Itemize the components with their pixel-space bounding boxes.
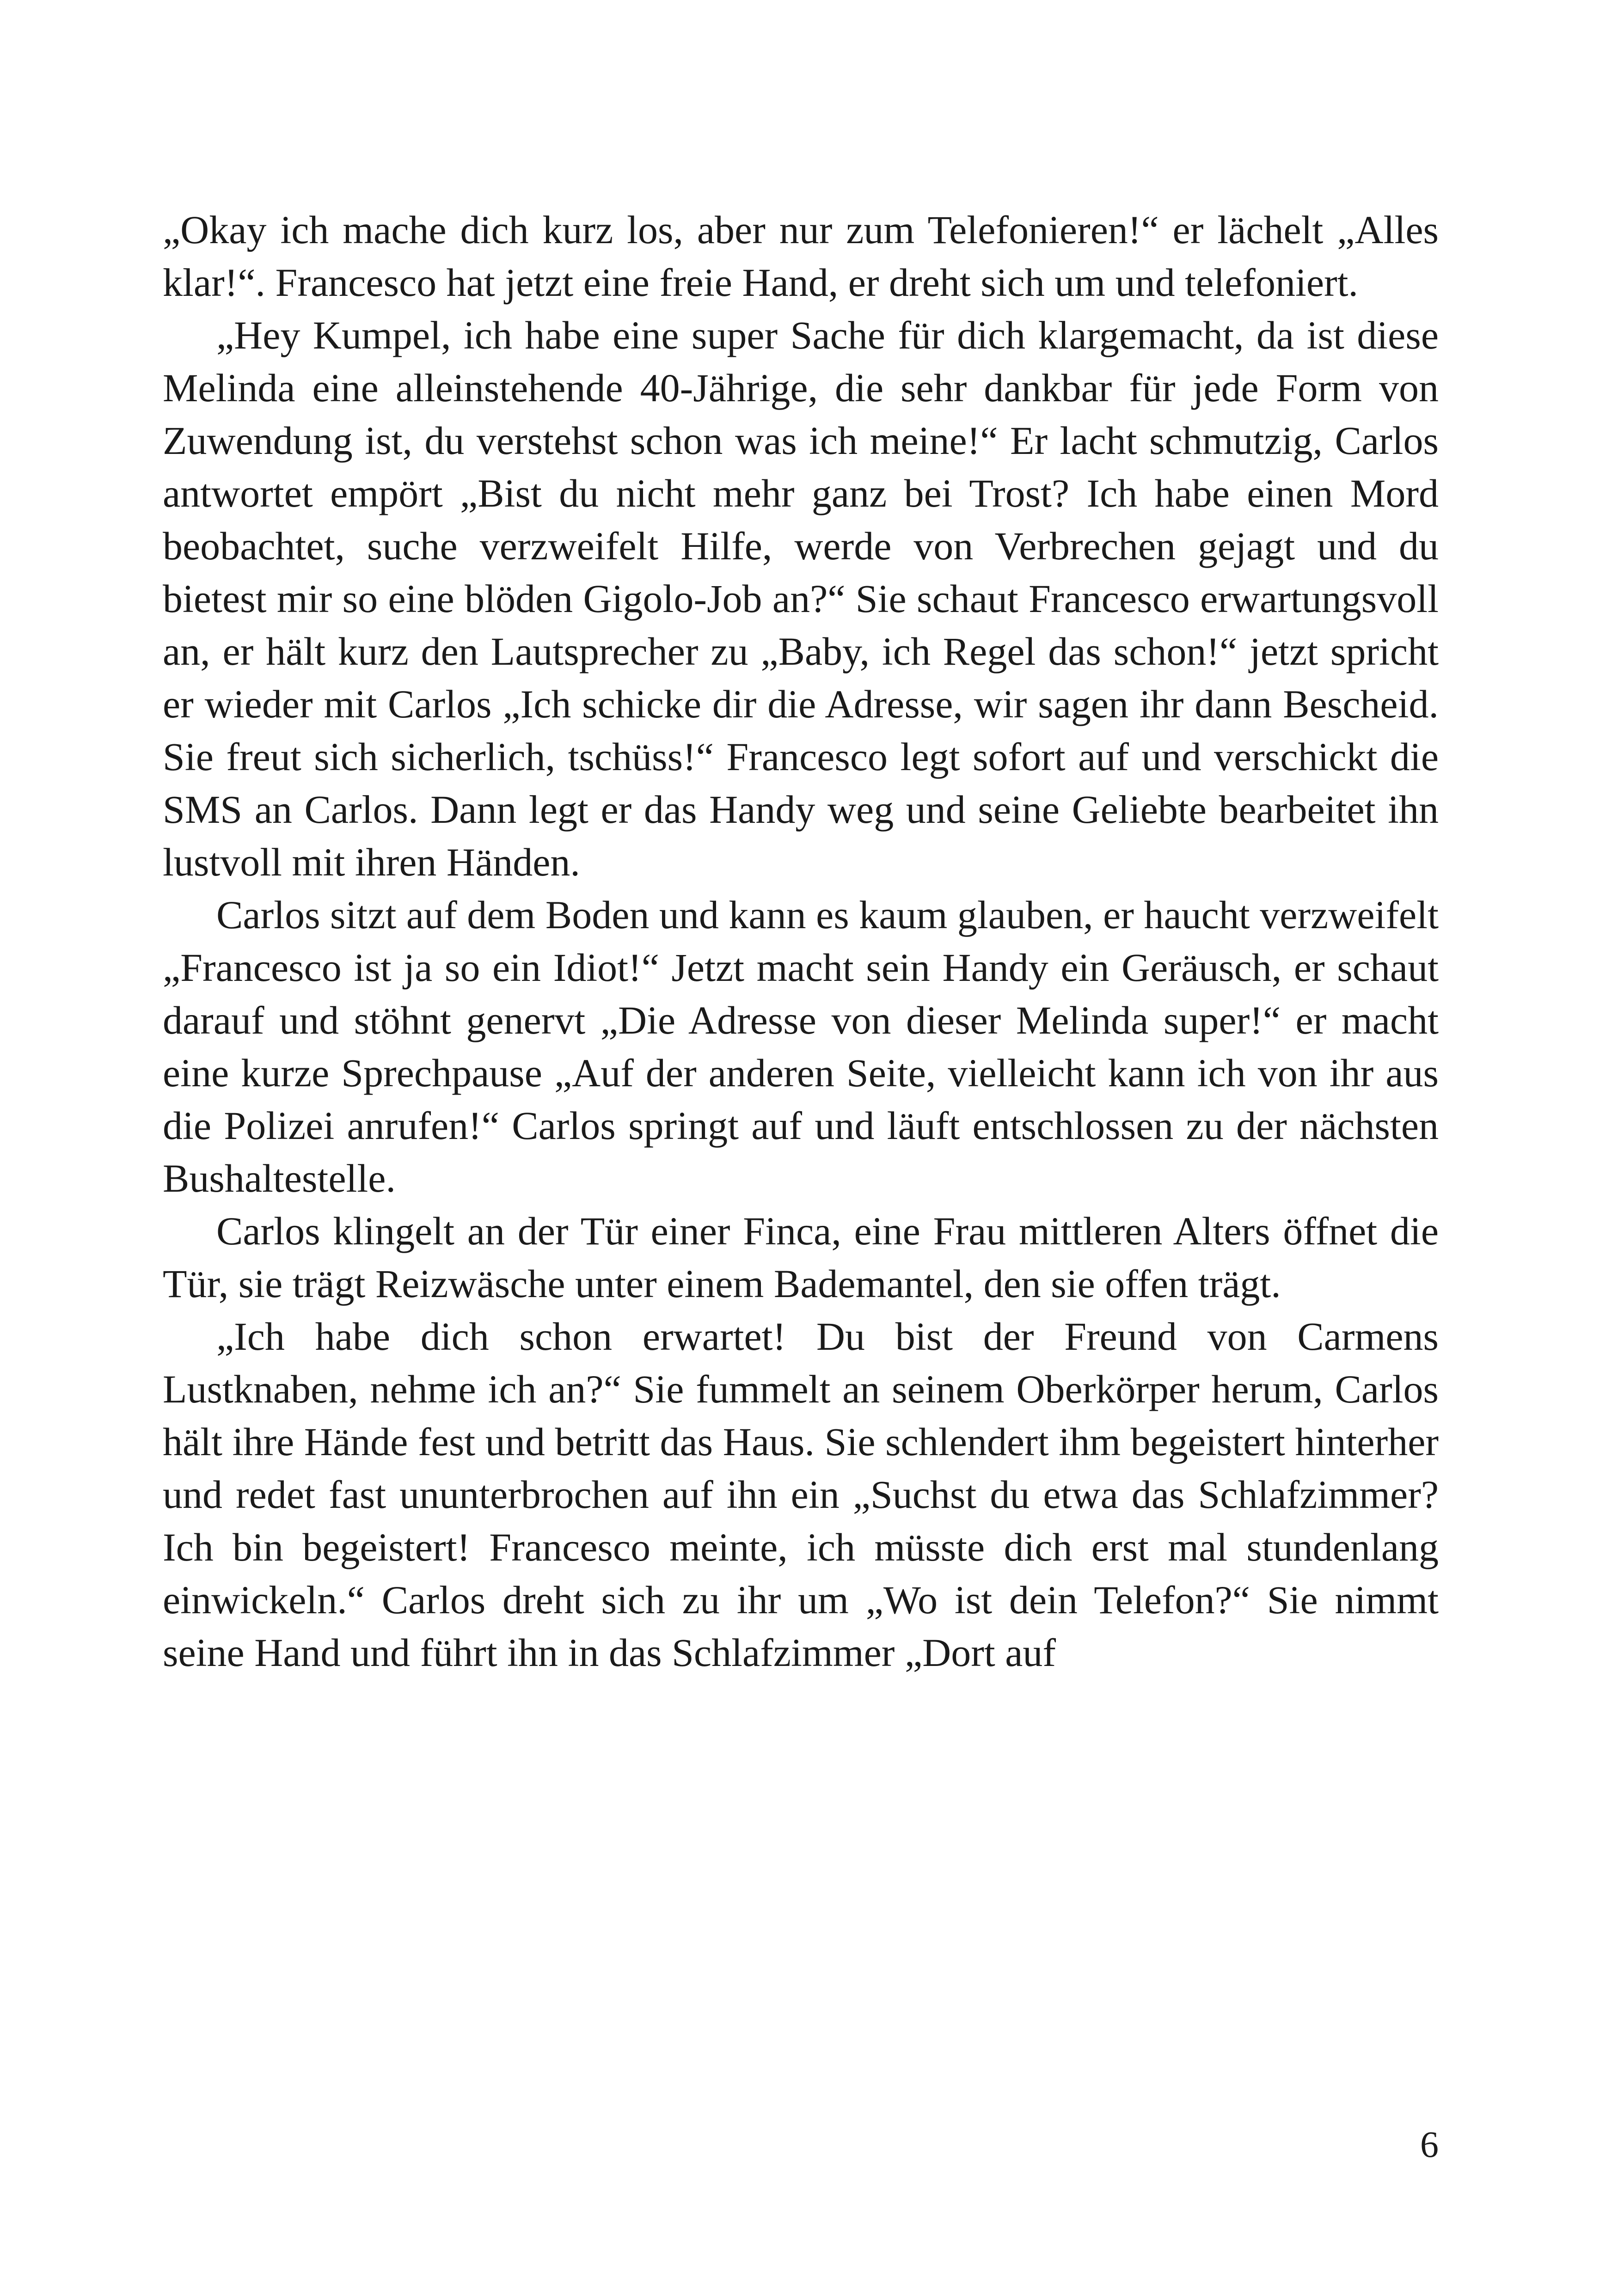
- paragraph-4: Carlos klingelt an der Tür einer Finca, eine Frau mittleren Alters öffnet die Tür, sie trägt Reizwäsche unter einem Bademantel, den sie offen trägt.: [163, 1209, 1439, 1306]
- paragraph-1: „Okay ich mache dich kurz los, aber nur zum Telefonieren!“ er lächelt „Alles klar!“. Francesco hat jetzt eine freie Hand, er dreht sich um und telefoniert.: [163, 208, 1439, 305]
- paragraph-3: Carlos sitzt auf dem Boden und kann es kaum glauben, er haucht verzweifelt „Francesco ist ja so ein Idiot!“ Jetzt macht sein Handy ein Geräusch, er schaut darauf und stöhnt genervt „Die Adresse von dieser Melinda super!“ er macht eine kurze Sprechpause „Auf der anderen Seite, vielleicht kann ich von ihr aus die Polizei anrufen!“ Carlos springt auf und läuft entschlossen zu der nächsten Bushaltestelle.: [163, 893, 1439, 1200]
- paragraph-5: „Ich habe dich schon erwartet! Du bist der Freund von Carmens Lustknaben, nehme ich an?“ Sie fummelt an seinem Oberkörper herum, Carlos hält ihre Hände fest und betritt das Haus. Sie schlendert ihm begeistert hinterher und redet fast ununterbrochen auf ihn ein „Suchst du etwa das Schlafzimmer? Ich bin begeistert! Francesco meinte, ich müsste dich erst mal stundenlang einwickeln.“ Carlos dreht sich zu ihr um „Wo ist dein Telefon?“ Sie nimmt seine Hand und führt ihn in das Schlafzimmer „Dort auf: [163, 1314, 1439, 1675]
- page-number: 6: [1420, 2125, 1439, 2165]
- paragraph-2: „Hey Kumpel, ich habe eine super Sache für dich klargemacht, da ist diese Melinda eine alleinstehende 40-Jährige, die sehr dankbar für jede Form von Zuwendung ist, du verstehst schon was ich meine!“ Er lacht schmutzig, Carlos antwortet empört „Bist du nicht mehr ganz bei Trost? Ich habe einen Mord beobachtet, suche verzweifelt Hilfe, werde von Verbrechen gejagt und du bietest mir so eine blöden Gigolo-Job an?“ Sie schaut Francesco erwartungsvoll an, er hält kurz den Lautsprecher zu „Baby, ich Regel das schon!“ jetzt spricht er wieder mit Carlos „Ich schicke dir die Adresse, wir sagen ihr dann Bescheid. Sie freut sich sicherlich, tschüss!“ Francesco legt sofort auf und verschickt die SMS an Carlos. Dann legt er das Handy weg und seine Geliebte bearbeitet ihn lustvoll mit ihren Händen.: [163, 313, 1439, 884]
- body-text: [163, 203, 1439, 1679]
